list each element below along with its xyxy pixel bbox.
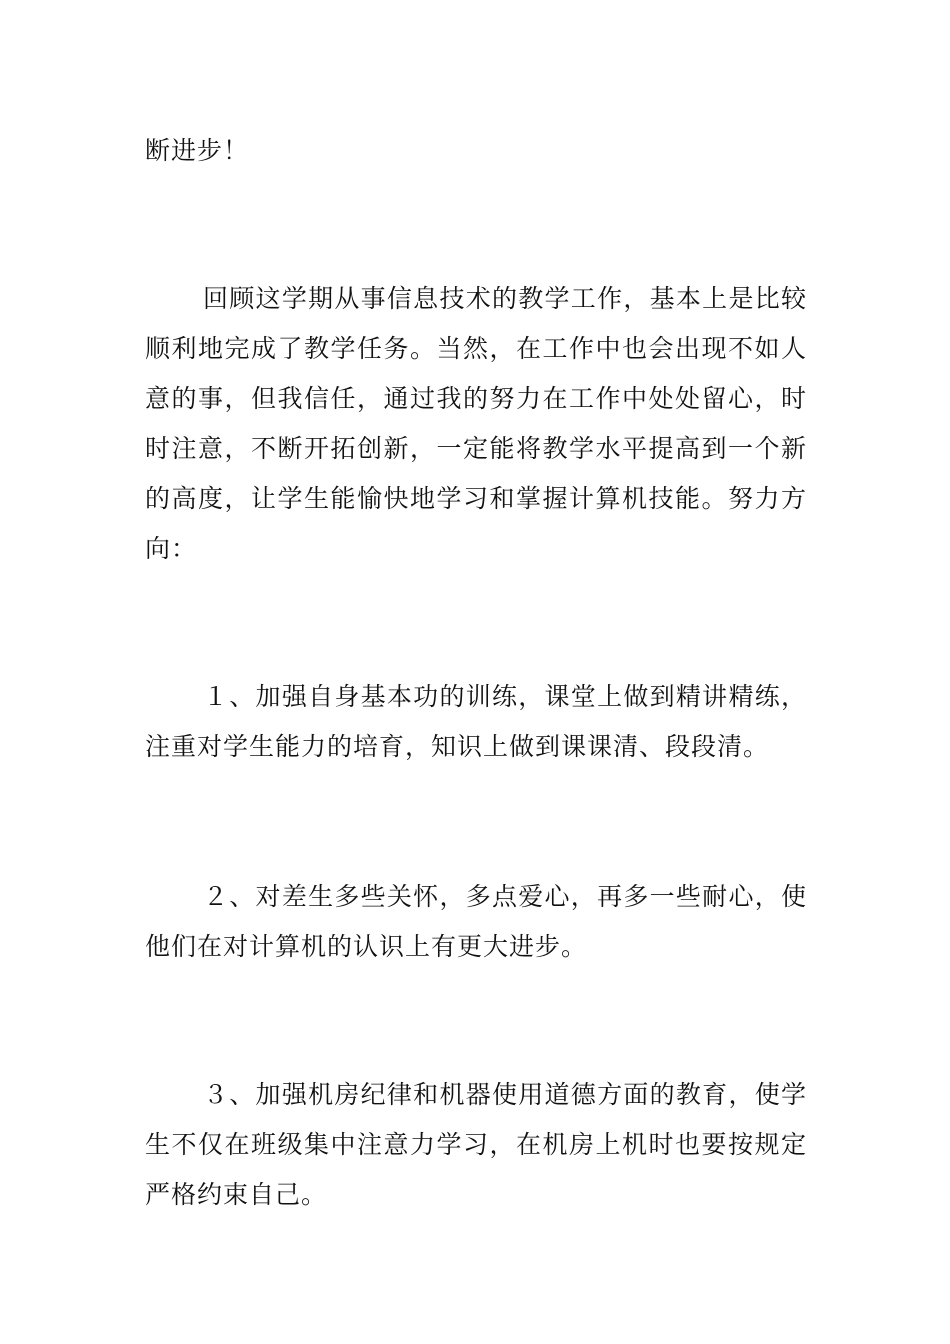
paragraph-continuation: 断进步！: [145, 136, 250, 165]
list-item-1: １、加强自身基本功的训练，课堂上做到精讲精练，注重对学生能力的培育，知识上做到课课清、段段清。: [145, 682, 807, 761]
list-item-3: ３、加强机房纪律和机器使用道德方面的教育，使学生不仅在班级集中注意力学习，在机房上机时也要按规定严格约束自己。: [145, 1080, 807, 1209]
list-item-2: ２、对差生多些关怀，多点爱心，再多一些耐心，使他们在对计算机的认识上有更大进步。: [145, 882, 807, 961]
paragraph-review: 回顾这学期从事信息技术的教学工作，基本上是比较顺利地完成了教学任务。当然，在工作中也会出现不如人意的事，但我信任，通过我的努力在工作中处处留心，时时注意，不断开拓创新，一定能将教学水平提高到一个新的高度，让学生能愉快地学习和掌握计算机技能。努力方向：: [145, 284, 807, 563]
